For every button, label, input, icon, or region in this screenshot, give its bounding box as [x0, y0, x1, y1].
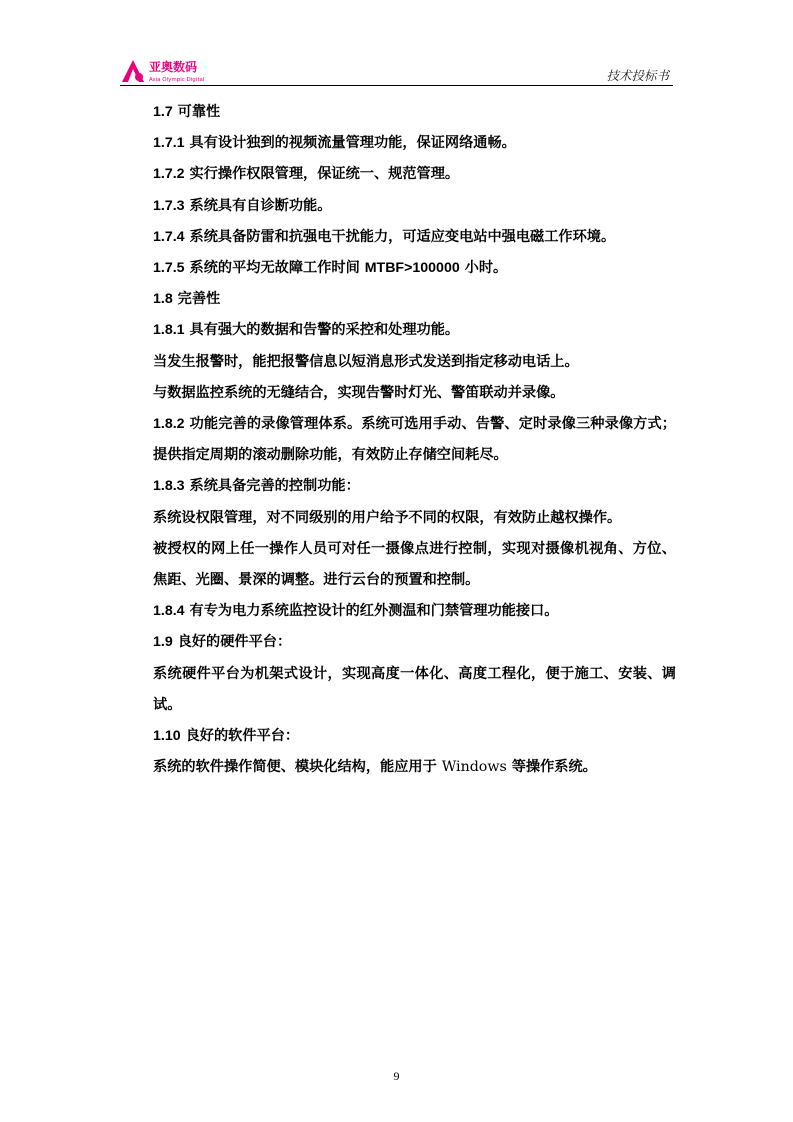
paragraph-1-7-3: 1.7.3 系统具有自诊断功能。: [153, 197, 332, 214]
paragraph-1-7-2: 1.7.2 实行操作权限管理，保证统一、规范管理。: [153, 166, 460, 183]
paragraph-1-8-3: 1.8.3 系统具备完善的控制功能：: [153, 478, 360, 495]
document-body: [120, 97, 676, 783]
page-number: 9: [393, 1069, 400, 1083]
section-heading-1-7: 1.7 可靠性: [153, 104, 221, 120]
paragraph-1-7-4: 1.7.4 系统具备防雷和抗强电干扰能力，可适应变电站中强电磁工作环境。: [153, 228, 616, 245]
paragraph-1-8-4: 1.8.4 有专为电力系统监控设计的红外测温和门禁管理功能接口。: [153, 603, 559, 620]
paragraph-alarm-sms: 当发生报警时，能把报警信息以短消息形式发送到指定移动电话上。: [153, 353, 579, 370]
paragraph-permission: 系统设权限管理，对不同级别的用户给予不同的权限，有效防止越权操作。: [153, 509, 622, 526]
paragraph-1-8-1: 1.8.1 具有强大的数据和告警的采控和处理功能。: [153, 322, 460, 339]
section-heading-1-9: 1.9 良好的硬件平台：: [153, 634, 292, 651]
paragraph-camera-control: 被授权的网上任一操作人员可对任一摄像点进行控制，实现对摄像机视角、方位、焦距、光圈、景深的调整。进行云台的预置和控制。: [153, 540, 676, 589]
header-divider: [120, 85, 673, 86]
section-heading-1-8: 1.8 完善性: [153, 291, 221, 308]
paragraph-1-7-5: 1.7.5 系统的平均无故障工作时间 MTBF>100000 小时。: [153, 260, 508, 277]
company-logo: [120, 56, 220, 84]
section-heading-1-10: 1.10 良好的软件平台：: [153, 728, 300, 745]
paragraph-data-monitor: 与数据监控系统的无缝结合，实现告警时灯光、警笛联动并录像。: [153, 384, 565, 401]
logo-mark-icon: [120, 56, 220, 84]
paragraph-software: 系统的软件操作简便、模块化结构，能应用于 Windows 等操作系统。: [153, 759, 597, 776]
paragraph-1-7-1: 1.7.1 具有设计独到的视频流量管理功能，保证网络通畅。: [153, 135, 516, 152]
document-type-title: 技术投标书: [606, 68, 669, 83]
page-header: [120, 52, 673, 86]
logo-subtext: Asia Olympic Digital: [149, 77, 205, 83]
paragraph-1-8-2: 1.8.2 功能完善的录像管理体系。系统可选用手动、告警、定时录像三种录像方式；提供指定周期的滚动删除功能，有效防止存储空间耗尽。: [153, 416, 676, 464]
paragraph-hardware: 系统硬件平台为机架式设计，实现高度一体化、高度工程化，便于施工、安装、调试。: [153, 665, 676, 713]
logo-text: 亚奥数码: [149, 60, 198, 74]
